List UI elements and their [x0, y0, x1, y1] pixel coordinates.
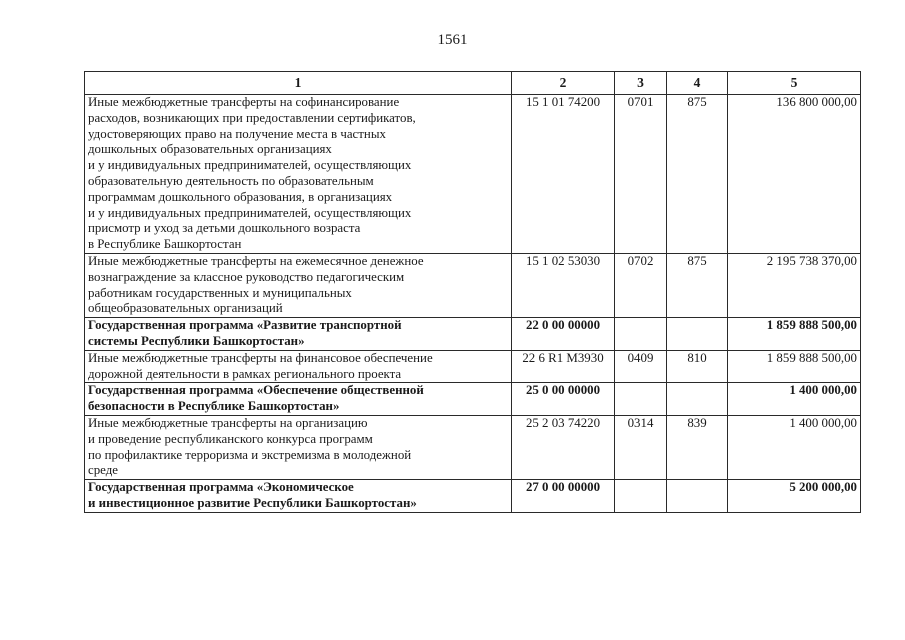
row-name-line: вознаграждение за классное руководство педагогическим — [88, 269, 405, 284]
row-section-cell: 0702 — [615, 253, 667, 317]
row-code-cell: 22 0 00 00000 — [512, 318, 615, 351]
row-amount-cell: 1 859 888 500,00 — [728, 318, 861, 351]
row-name-cell — [85, 383, 512, 416]
table-row — [85, 253, 861, 317]
row-name-line: удостоверяющих право на получение места в частных — [88, 126, 386, 141]
row-code-cell: 27 0 00 00000 — [512, 480, 615, 513]
row-code-cell: 15 1 01 74200 — [512, 95, 615, 254]
row-name-cell — [85, 415, 512, 479]
row-amount-cell: 2 195 738 370,00 — [728, 253, 861, 317]
row-name-cell — [85, 350, 512, 383]
row-section-cell: 0409 — [615, 350, 667, 383]
table-row — [85, 95, 861, 254]
row-name-line: и инвестиционное развитие Республики Башкортостан» — [88, 495, 417, 510]
row-code-cell: 25 0 00 00000 — [512, 383, 615, 416]
table-row — [85, 415, 861, 479]
column-header-code: 2 — [512, 72, 615, 95]
row-name-line: Государственная программа «Обеспечение общественной — [88, 383, 424, 398]
row-name-line: присмотр и уход за детьми дошкольного возраста — [88, 221, 361, 236]
row-type-cell: 810 — [667, 350, 728, 383]
row-name-cell — [85, 318, 512, 351]
row-name-line: Иные межбюджетные трансферты на ежемесячное денежное — [88, 253, 424, 268]
row-name-cell — [85, 253, 512, 317]
row-name-line: дорожной деятельности в рамках регионального проекта — [88, 366, 402, 381]
row-name-line: программам дошкольного образования, в организациях — [88, 189, 393, 204]
row-type-cell — [667, 480, 728, 513]
row-section-cell: 0701 — [615, 95, 667, 254]
row-name-cell — [85, 95, 512, 254]
row-name-line: Государственная программа «Экономическое — [88, 480, 354, 495]
row-type-cell: 839 — [667, 415, 728, 479]
row-amount-cell: 1 400 000,00 — [728, 415, 861, 479]
row-type-cell — [667, 383, 728, 416]
row-name-line: дошкольных образовательных организациях — [88, 142, 332, 157]
row-amount-cell: 1 400 000,00 — [728, 383, 861, 416]
row-section-cell — [615, 318, 667, 351]
row-amount-cell: 5 200 000,00 — [728, 480, 861, 513]
row-section-cell: 0314 — [615, 415, 667, 479]
program-row — [85, 318, 861, 351]
row-code-cell: 22 6 R1 M3930 — [512, 350, 615, 383]
column-header-name: 1 — [85, 72, 512, 95]
row-name-line: Иные межбюджетные трансферты на организацию — [88, 415, 368, 430]
row-name-line: среде — [88, 463, 118, 478]
row-name-line: Государственная программа «Развитие транспортной — [88, 318, 402, 333]
row-name-line: и проведение республиканского конкурса программ — [88, 431, 373, 446]
row-name-line: и у индивидуальных предпринимателей, осуществляющих — [88, 205, 412, 220]
row-name-line: и у индивидуальных предпринимателей, осуществляющих — [88, 158, 412, 173]
row-type-cell: 875 — [667, 95, 728, 254]
row-name-line: в Республике Башкортостан — [88, 237, 242, 252]
row-amount-cell: 1 859 888 500,00 — [728, 350, 861, 383]
row-type-cell — [667, 318, 728, 351]
budget-table — [84, 71, 861, 513]
row-amount-cell: 136 800 000,00 — [728, 95, 861, 254]
row-name-line: работникам государственных и муниципальных — [88, 285, 352, 300]
row-name-line: Иные межбюджетные трансферты на финансовое обеспечение — [88, 350, 433, 365]
row-name-line: расходов, возникающих при предоставлении сертификатов, — [88, 110, 416, 125]
row-type-cell: 875 — [667, 253, 728, 317]
table-row — [85, 350, 861, 383]
row-name-line: по профилактике терроризма и экстремизма в молодежной — [88, 447, 412, 462]
program-row — [85, 480, 861, 513]
row-name-line: образовательную деятельность по образовательным — [88, 173, 374, 188]
row-section-cell — [615, 383, 667, 416]
table-body — [85, 95, 861, 513]
row-name-line: системы Республики Башкортостан» — [88, 333, 305, 348]
row-section-cell — [615, 480, 667, 513]
row-name-cell — [85, 480, 512, 513]
row-name-line: общеобразовательных организаций — [88, 301, 283, 316]
program-row — [85, 383, 861, 416]
row-code-cell: 25 2 03 74220 — [512, 415, 615, 479]
row-name-line: Иные межбюджетные трансферты на софинансирование — [88, 95, 400, 109]
column-header-type: 4 — [667, 72, 728, 95]
row-name-line: безопасности в Республике Башкортостан» — [88, 399, 340, 414]
column-header-amount: 5 — [728, 72, 861, 95]
page-number: 1561 — [437, 32, 468, 48]
header-row — [85, 72, 861, 95]
row-code-cell: 15 1 02 53030 — [512, 253, 615, 317]
column-header-section: 3 — [615, 72, 667, 95]
